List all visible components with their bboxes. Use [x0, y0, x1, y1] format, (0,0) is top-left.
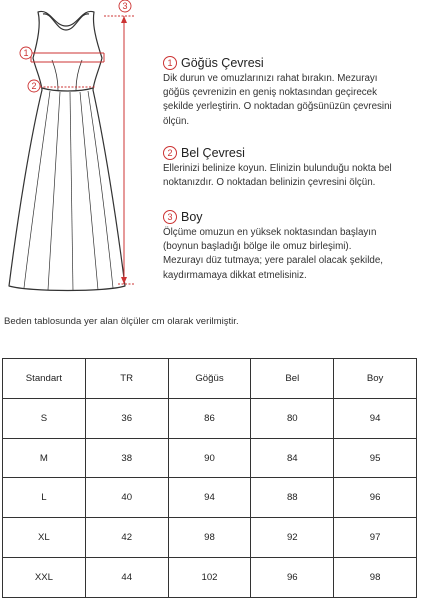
marker-label-3: 3: [122, 1, 128, 11]
table-cell: 94: [334, 398, 417, 438]
table-row: [3, 438, 417, 478]
number-badge: 2: [163, 146, 177, 160]
table-cell: 97: [334, 518, 417, 558]
dress-illustration: [0, 0, 140, 300]
table-cell: 80: [251, 398, 334, 438]
table-cell: 96: [334, 478, 417, 518]
header-cell: Boy: [334, 359, 417, 399]
number-badge: 1: [163, 56, 177, 70]
instruction-text: Dik durun ve omuzlarınızı rahat bırakın. Mezurayı göğüs çevrenizin en geniş noktasından geçirecek şekilde yerleştirin. O noktadan göğsünüzün çevresini ölçün.: [163, 73, 392, 127]
size-table: [2, 358, 417, 598]
table-cell: 38: [85, 438, 168, 478]
header-cell: Standart: [3, 359, 86, 399]
table-cell: 84: [251, 438, 334, 478]
table-cell: 92: [251, 518, 334, 558]
table-cell: 42: [85, 518, 168, 558]
marker-label-1: 1: [23, 48, 29, 58]
table-cell: 44: [85, 558, 168, 598]
instruction-length: [163, 209, 421, 283]
table-cell: 96: [251, 558, 334, 598]
table-cell: XL: [3, 518, 86, 558]
instruction-title: Göğüs Çevresi: [181, 56, 264, 70]
table-row: [3, 478, 417, 518]
table-cell: 36: [85, 398, 168, 438]
marker-label-2: 2: [31, 81, 37, 91]
units-note: Beden tablosunda yer alan ölçüler cm olarak verilmiştir.: [4, 316, 239, 327]
table-cell: XXL: [3, 558, 86, 598]
table-cell: 90: [168, 438, 251, 478]
table-row: [3, 518, 417, 558]
table-cell: L: [3, 478, 86, 518]
table-cell: 98: [168, 518, 251, 558]
table-cell: S: [3, 398, 86, 438]
header-cell: Bel: [251, 359, 334, 399]
instruction-title: Bel Çevresi: [181, 146, 245, 160]
table-cell: M: [3, 438, 86, 478]
table-header-row: [3, 359, 417, 399]
table-cell: 88: [251, 478, 334, 518]
table-cell: 40: [85, 478, 168, 518]
table-cell: 102: [168, 558, 251, 598]
header-cell: Göğüs: [168, 359, 251, 399]
instruction-text: Ölçüme omuzun en yüksek noktasından başlayın (boynun başladığı bölge ile omuz birleşimi). Mezurayı düz tutmaya; yere paralel olacak şekilde, kaydırmamaya dikkat etmelisiniz.: [163, 227, 383, 281]
instruction-title: Boy: [181, 210, 203, 224]
table-row: [3, 558, 417, 598]
table-cell: 98: [334, 558, 417, 598]
header-cell: TR: [85, 359, 168, 399]
table-cell: 95: [334, 438, 417, 478]
instruction-bust: [163, 55, 421, 129]
instruction-text: Ellerinizi belinize koyun. Elinizin bulunduğu nokta bel noktanızdır. O noktadan belinizin çevresini ölçün.: [163, 163, 392, 189]
number-badge: 3: [163, 210, 177, 224]
table-cell: 86: [168, 398, 251, 438]
instruction-waist: [163, 145, 421, 190]
table-row: [3, 398, 417, 438]
table-cell: 94: [168, 478, 251, 518]
